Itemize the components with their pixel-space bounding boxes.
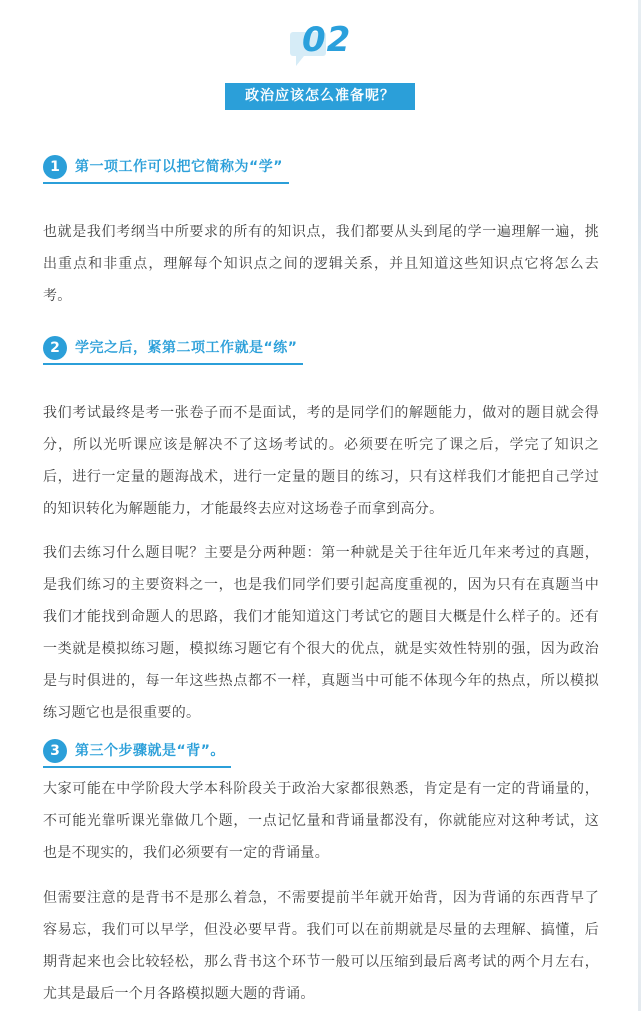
paragraph-3-1: 大家可能在中学阶段大学本科阶段关于政治大家都很熟悉，肯定是有一定的背诵量的，不可能光靠听课光靠做几个题，一点记忆量和背诵量都没有，你就能应对这种考试，这也是不现实的，我们必须要有一定的背诵量。 xyxy=(43,781,599,861)
section-underline-2 xyxy=(43,363,303,365)
section-number: 02 xyxy=(302,20,352,60)
section-title-1: 第一项工作可以把它简称为“学” xyxy=(75,159,283,175)
section-index-1: 1 xyxy=(43,155,67,179)
paragraph-3-2: 但需要注意的是背书不是那么着急，不需要提前半年就开始背，因为背诵的东西背早了容易忘，我们可以早学，但没必要早背。我们可以在前期就是尽量的去理解、搞懂，后期背起来也会比较轻松，那么背书这个环节一般可以压缩到最后离考试的两个月左右，尤其是最后一个月各路模拟题大题的背诵。 xyxy=(43,890,599,1002)
section-index-3: 3 xyxy=(43,739,67,763)
paragraph-2-1: 我们考试最终是考一张卷子而不是面试，考的是同学们的解题能力，做对的题目就会得分，所以光听课应该是解决不了这场考试的。必须要在听完了课之后，学完了知识之后，进行一定量的题海战术，进行一定量的题目的练习，只有这样我们才能把自己学过的知识转化为解题能力，才能最终去应对这场卷子而拿到高分。 xyxy=(43,405,599,517)
section-underline-1 xyxy=(43,182,289,184)
section-title-2: 学完之后，紧第二项工作就是“练” xyxy=(75,340,298,356)
paragraph-2-2: 我们去练习什么题目呢？主要是分两种题：第一种就是关于往年近几年来考过的真题，是我们练习的主要资料之一，也是我们同学们要引起高度重视的，因为只有在真题当中我们才能找到命题人的思路，我们才能知道这门考试它的题目大概是什么样子的。还有一类就是模拟练习题，模拟练习题它有个很大的优点，就是实效性特别的强，因为政治是与时俱进的，每一年这些热点都不一样，真题当中可能不体现今年的热点，所以模拟练习题它也是很重要的。 xyxy=(43,545,599,721)
section-title-3: 第三个步骤就是“背”。 xyxy=(75,743,225,759)
section-underline-3 xyxy=(43,766,231,768)
page-title: 政治应该怎么准备呢？ xyxy=(225,83,415,110)
section-number-badge xyxy=(290,20,370,70)
section-index-2: 2 xyxy=(43,336,67,360)
paragraph-1-1: 也就是我们考纲当中所要求的所有的知识点，我们都要从头到尾的学一遍理解一遍，挑出重点和非重点，理解每个知识点之间的逻辑关系，并且知道这些知识点它将怎么去考。 xyxy=(43,224,599,304)
